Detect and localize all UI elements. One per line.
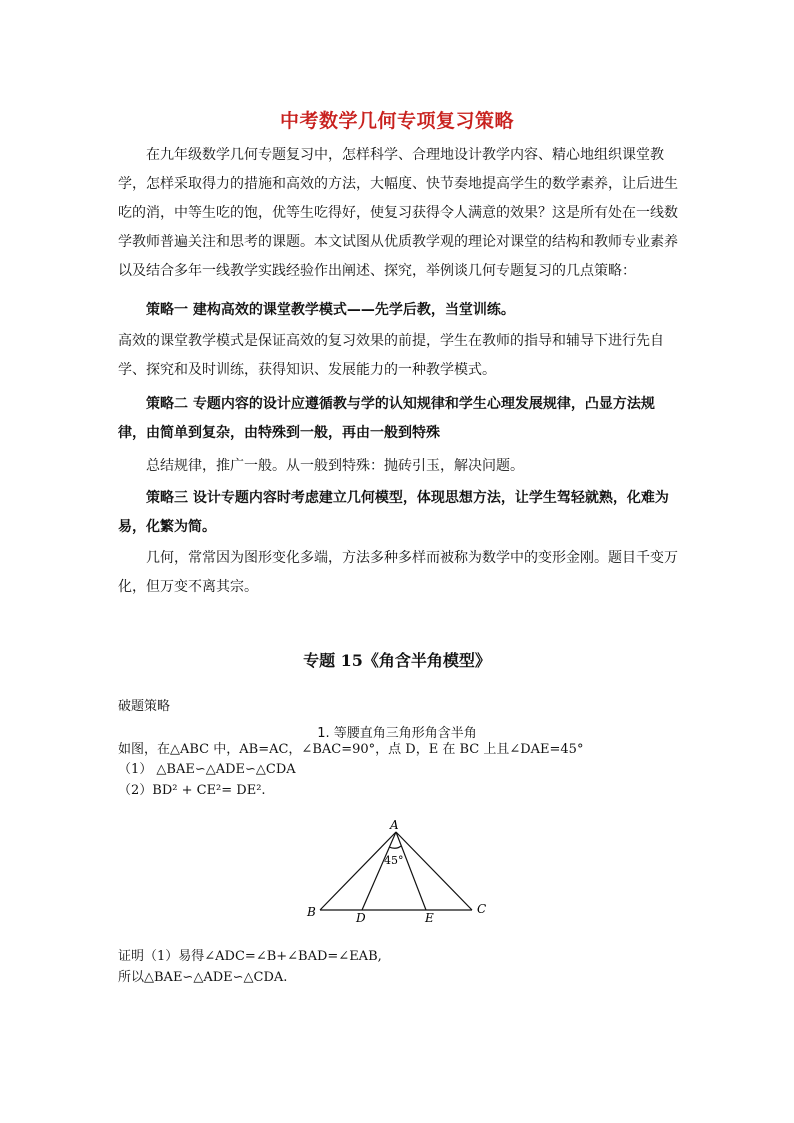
strategy3-heading: 策略三 设计专题内容时考虑建立几何模型，体现思想方法，让学生驾轻就熟，化难为易，化繁为简。	[118, 490, 669, 535]
segment-ac	[396, 832, 472, 910]
problem-statement: 如图，在△ABC 中，AB=AC，∠BAC=90°，点 D，E 在 BC 上且∠DAE=45°	[118, 742, 584, 757]
proof-line-1: 证明（1）易得∠ADC=∠B+∠BAD=∠EAB,	[118, 949, 382, 964]
intro-paragraph: 在九年级数学几何专题复习中，怎样科学、合理地设计教学内容、精心地组织课堂教学，怎样采取得力的措施和高效的方法，大幅度、快节奏地提高学生的数学素养，让后进生吃的消，中等生吃的饱，优等生吃得好，使复习获得令人满意的效果？这是所有处在一线数学教师普遍关注和思考的课题。本文试图从优质教学观的理论对课堂的结构和教师专业素养以及结合多年一线教学实践经验作出阐述、探究，举例谈几何专题复习的几点策略：	[118, 147, 678, 279]
angle-arc	[389, 846, 401, 848]
strategy1-heading: 策略一 建构高效的课堂教学模式——先学后教，当堂训练。	[146, 302, 515, 318]
segment-ad	[362, 832, 396, 910]
strategy2-heading: 策略二 专题内容的设计应遵循教与学的认知规律和学生心理发展规律，凸显方法规律，由简单到复杂，由特殊到一般，再由一般到特殊	[118, 396, 655, 441]
subtitle: 1. 等腰直角三角形角含半角	[317, 726, 477, 741]
topic-title: 专题 15《角含半角模型》	[303, 651, 491, 670]
label-d: D	[356, 911, 366, 925]
proof-line-2: 所以△BAE∽△ADE∽△CDA.	[118, 970, 288, 985]
strategy2-body: 总结规律，推广一般。从一般到特殊：抛砖引玉，解决问题。	[146, 458, 524, 474]
segment-ae	[396, 832, 426, 910]
item-2: （2）BD² + CE²= DE².	[118, 783, 266, 798]
strategy1-body: 高效的课堂教学模式是保证高效的复习效果的前提，学生在教师的指导和辅导下进行先自学、探究和及时训练，获得知识、发展能力的一种教学模式。	[118, 333, 664, 378]
label-b: B	[307, 905, 316, 919]
label-e: E	[425, 911, 434, 925]
segment-ab	[320, 832, 396, 910]
label-c: C	[477, 902, 487, 916]
item-1: （1） △BAE∽△ADE∽△CDA	[118, 762, 296, 777]
strategy3-body: 几何，常常因为图形变化多端，方法多种多样而被称为数学中的变形金刚。题目千变万化，但万变不离其宗。	[118, 550, 678, 595]
label-angle: 45°	[384, 854, 404, 867]
section-label: 破题策略	[118, 699, 171, 714]
page-title: 中考数学几何专项复习策略	[279, 110, 514, 132]
label-a: A	[390, 818, 399, 832]
